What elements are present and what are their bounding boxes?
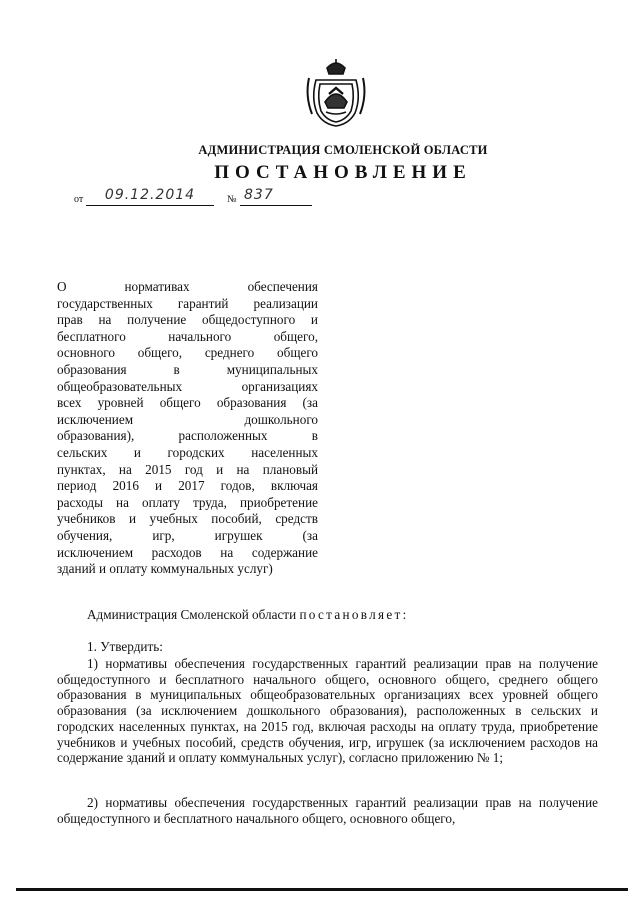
subject-line: прав на получение общедоступного и: [57, 312, 318, 328]
date-label: от: [74, 194, 84, 205]
subject-line: сельских и городских населенных: [57, 444, 318, 460]
page-bottom-rule: [16, 888, 628, 891]
number-label: №: [227, 194, 237, 205]
subject-line: образования в муниципальных: [57, 361, 318, 377]
subject-line: исключением расходов на содержание: [57, 544, 318, 560]
document-subject: [57, 279, 318, 578]
subject-line: зданий и оплату коммунальных услуг): [57, 561, 273, 577]
preamble-paragraph: [57, 607, 628, 623]
number-field: 837: [240, 187, 312, 206]
subject-line: основного общего, среднего общего: [57, 345, 318, 361]
subject-line: обучения, игр, игрушек (за: [57, 527, 318, 543]
subject-line: О нормативах обеспечения: [57, 279, 318, 294]
subject-line: бесплатного начального общего,: [57, 328, 318, 344]
subject-line: пунктах, на 2015 год и на плановый: [57, 461, 318, 477]
subject-line: период 2016 и 2017 годов, включая: [57, 478, 318, 494]
subject-line: исключением дошкольного: [57, 411, 318, 427]
subject-line: расходы на оплату труда, приобретение: [57, 494, 318, 510]
subject-line: государственных гарантий реализации: [57, 295, 318, 311]
item-2-paragraph: 2) нормативы обеспечения государственных гарантий реализации прав на получение общедоступного и бесплатного начального общего, основного общего,: [57, 795, 598, 826]
subject-line: общеобразовательных организациях: [57, 378, 318, 394]
subject-line: образования), расположенных в: [57, 428, 318, 444]
document-type: ПОСТАНОВЛЕНИЕ: [214, 162, 472, 183]
coat-of-arms-icon: [303, 58, 369, 128]
subject-line: всех уровней общего образования (за: [57, 395, 318, 411]
point-1-heading: 1. Утвердить:: [87, 639, 163, 654]
organization-name: АДМИНИСТРАЦИЯ СМОЛЕНСКОЙ ОБЛАСТИ: [198, 143, 488, 157]
subject-line: учебников и учебных пособий, средств: [57, 511, 318, 527]
date-field: 09.12.2014: [86, 187, 214, 206]
item-1-paragraph: 1) нормативы обеспечения государственных гарантий реализации прав на получение общедоступного и бесплатного начального общего, основного общего, среднего общего образования в муниципальных общеобразовательных организациях всех уровней общего образования (за исключением дошкольного образования), расположенных в сельских и городских населенных пунктах, на 2015 год, включая расходы на оплату труда, приобретение учебников и учебных пособий, средств обучения, игр, игрушек (за исключением расходов на содержание зданий и оплату коммунальных услуг), согласно приложению № 1;: [57, 656, 598, 766]
date-number-line: [74, 188, 324, 208]
preamble-text: Администрация Смоленской области: [87, 607, 297, 622]
preamble-verb: постановляет:: [299, 607, 409, 622]
